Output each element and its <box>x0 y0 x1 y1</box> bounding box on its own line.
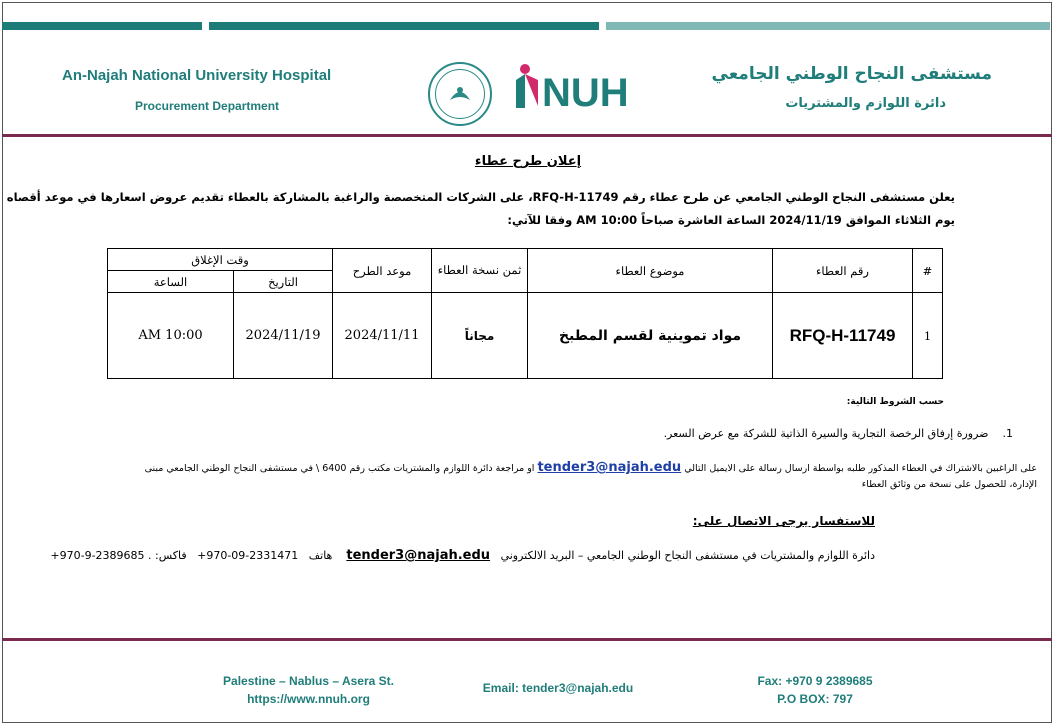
col-header-date: التاريخ <box>234 271 333 293</box>
announcement-intro-line-2: يوم الثلاثاء الموافق 2024/11/19 الساعة العاشرة صباحاً AM 10:00 وفقا للآتي: <box>507 213 955 227</box>
subscribe-line-2: الإدارة، للحصول على نسخة من وثائق العطاء <box>861 479 1037 490</box>
cell-num: 1 <box>913 293 943 379</box>
cell-closing-time: AM 10:00 <box>108 293 234 379</box>
contact-phone: +970-09-2331471 <box>197 549 299 562</box>
condition-item <box>664 427 1013 440</box>
condition-number: 1. <box>1002 427 1013 440</box>
subscribe-line-1 <box>47 460 1037 475</box>
header-ar-department: دائرة اللوازم والمشتريات <box>785 96 946 111</box>
col-header-rfq-no: رقم العطاء <box>773 249 913 293</box>
footer-website-link[interactable]: https://www.nnuh.org <box>247 692 370 706</box>
footer-po-box: P.O BOX: 797 <box>777 692 853 706</box>
footer-address: Palestine – Nablus – Asera St. <box>223 674 394 688</box>
nnuh-logo <box>508 60 658 114</box>
contact-text: دائرة اللوازم والمشتريات في مستشفى النجاح الوطني الجامعي – البريد الالكتروني <box>500 549 875 562</box>
header-en-department: Procurement Department <box>135 99 280 113</box>
conditions-title: حسب الشروط التالية: <box>846 397 944 407</box>
contact-email-link[interactable]: tender3@najah.edu <box>346 548 491 563</box>
cell-closing-date: 2024/11/19 <box>234 293 333 379</box>
contact-phone-label: هاتف <box>308 549 333 562</box>
cell-release-date: 2024/11/11 <box>333 293 432 379</box>
contact-fax: +970-9-2389685 . <box>50 549 152 562</box>
subscribe-email-link[interactable]: tender3@najah.edu <box>537 460 682 475</box>
col-header-num: # <box>913 249 943 293</box>
tender-table <box>107 248 943 379</box>
footer-contact-block <box>720 672 910 708</box>
col-header-copy-price: ثمن نسخة العطاء <box>432 249 528 293</box>
header-rule <box>2 134 1052 137</box>
footer-email[interactable]: Email: tender3@najah.edu <box>482 681 634 695</box>
col-header-time: الساعة <box>108 271 234 293</box>
top-bar-left <box>2 22 202 30</box>
condition-text: ضرورة إرفاق الرخصة التجارية والسيرة الذاتية للشركة مع عرض السعر. <box>663 427 989 440</box>
contact-line <box>5 548 875 563</box>
announcement-title: إعلان طرح عطاء <box>474 154 582 169</box>
footer-address-block <box>196 672 421 708</box>
top-bar-middle <box>209 22 599 30</box>
footer-rule <box>2 638 1052 641</box>
svg-text:NUH: NUH <box>542 71 629 114</box>
col-header-release-date: موعد الطرح <box>333 249 432 293</box>
cell-copy-price: مجاناً <box>432 293 528 379</box>
header-en-title: An-Najah National University Hospital <box>62 67 332 84</box>
contact-fax-label: فاكس: <box>155 549 187 562</box>
subscribe-text-a: على الراغبين بالاشتراك في العطاء المذكور طلبه بواسطة ارسال رسالة على الايميل التالي <box>684 463 1037 474</box>
cell-rfq-no: RFQ-H-11749 <box>773 293 913 379</box>
university-seal-icon <box>428 62 492 126</box>
header-ar-title: مستشفى النجاح الوطني الجامعي <box>711 64 992 84</box>
footer-fax: Fax: +970 9 2389685 <box>757 674 873 688</box>
subscribe-text-b: او مراجعة دائرة اللوازم والمشتريات مكتب رقم 6400 \ في مستشفى النجاح الوطني الجامعي مبنى <box>144 463 535 474</box>
col-header-closing: وقت الإغلاق <box>108 249 333 271</box>
cell-subject: مواد تموينية لقسم المطبخ <box>528 293 773 379</box>
table-row <box>108 293 943 379</box>
col-header-subject: موضوع العطاء <box>528 249 773 293</box>
contact-title: للاستفسار يرجى الاتصال على: <box>692 514 875 528</box>
announcement-intro-line-1: يعلن مستشفى النجاح الوطني الجامعي عن طرح عطاء رقم RFQ-H-11749، على الشركات المتخصصة والراغبة بالمشاركة بالعطاء تقديم عروض اسعارها في موعد أقصاه <box>6 190 955 204</box>
top-bar-right <box>606 22 1050 30</box>
